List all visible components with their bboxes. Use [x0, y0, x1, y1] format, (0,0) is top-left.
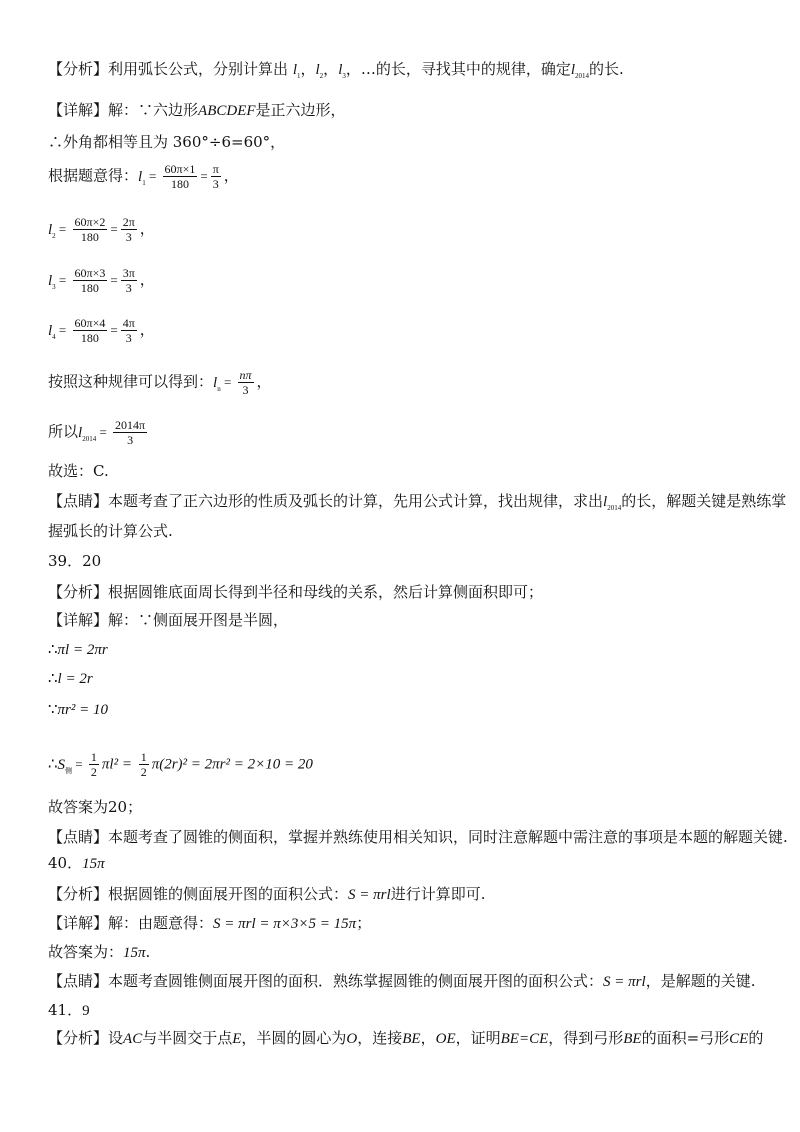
detail-tag: 【详解】 — [48, 914, 109, 932]
rule-equation: 按照这种规律可以得到：$l_n$ = $\frac{n\pi}{3}$ ， — [48, 368, 272, 397]
fraction: $\frac{2014\pi}{3}$ — [115, 418, 146, 447]
outer-angle-line: ∴外角都相等且为 360°÷6=60°， — [48, 133, 286, 151]
step-1: ∴πl = 2πr — [48, 640, 108, 658]
comment-tag: 【点睛】 — [48, 492, 109, 510]
fraction: $\frac{3\pi}{3}$ — [122, 266, 135, 295]
l4-equation: $l_4$ = $\frac{60\pi\times 4}{180}$ = $\frac{4\pi}{3}$ ， — [48, 316, 155, 345]
detail-39 — [48, 609, 760, 631]
l3-symbol: $l_3$ — [338, 62, 346, 80]
fraction: $\frac{n\pi}{3}$ — [239, 368, 252, 397]
polygon-name: ABCDEF — [198, 103, 256, 119]
formula: S = πrl — [348, 887, 391, 903]
analysis-tag: 【分析】 — [48, 583, 109, 601]
fraction: $\frac{60\pi\times 1}{180}$ — [164, 162, 196, 191]
comment-text: 本题考查了圆锥的侧面积，掌握并熟练使用相关知识，同时注意解题中需注意的事项是本题的解题关键. — [108, 828, 788, 846]
detail-text: 解：由题意得： — [108, 914, 214, 932]
question-number-41: 41．9 — [48, 1001, 90, 1019]
detail-tag: 【详解】 — [48, 611, 109, 629]
analysis-tag: 【分析】 — [48, 60, 109, 78]
detail-text-2: 是正六边形， — [255, 101, 346, 119]
analysis-text: 利用弧长公式，分别计算出 — [108, 60, 289, 78]
fraction: $\frac{4\pi}{3}$ — [122, 316, 135, 345]
step-3: ∵πr² = 10 — [48, 700, 109, 718]
question-number-40: 40．15π — [48, 854, 105, 872]
result-label: 所以 — [48, 422, 79, 441]
formula: S = πrl — [603, 974, 646, 990]
detail-text: 解：∵六边形 — [108, 101, 199, 119]
detail-text: 解：∵侧面展开图是半圆， — [108, 611, 289, 629]
l2-symbol: $l_2$ — [315, 62, 324, 80]
l2014-symbol: $l_{2014}$ — [570, 62, 590, 80]
analysis-41: 【分析】设AC与半圆交于点E，半圆的圆心为O，连接BE，OE，证明BE=CE，得到弓形BE的面积=弓形CE的 — [48, 1029, 764, 1047]
l1-symbol: $l_1$ — [292, 62, 301, 80]
detail-40: 【详解】解：由题意得：S = πrl = π×3×5 = 15π； — [48, 914, 372, 932]
result-equation: 所以$l_{2014}$ = $\frac{2014\pi}{3}$ — [48, 418, 146, 447]
analysis-39 — [48, 581, 760, 603]
fraction: $\frac{2\pi}{3}$ — [122, 215, 135, 244]
l2-equation: $l_2$ = $\frac{60\pi\times 2}{180}$ = $\frac{2\pi}{3}$ ， — [48, 215, 155, 244]
comment-tag: 【点睛】 — [48, 828, 109, 846]
analysis-text: 根据圆锥底面周长得到半径和母线的关系，然后计算侧面积即可； — [108, 583, 544, 601]
comment-40 — [48, 970, 760, 993]
formula: S = πrl = π×3×5 = 15π — [213, 916, 357, 932]
step-2: ∴l = 2r — [48, 669, 93, 687]
analysis-tag: 【分析】 — [48, 1029, 109, 1047]
step-4: $\therefore S_侧$ = $\frac{1}{2}$ πl² = $\frac{1}{2}$ π(2r)² = 2πr² = 2×10 = 20 — [48, 750, 313, 779]
fraction: $\frac{60\pi\times 4}{180}$ — [74, 316, 106, 345]
fraction: $\frac{60\pi\times 2}{180}$ — [74, 215, 106, 244]
analysis-40 — [48, 883, 760, 906]
analysis-tag: 【分析】 — [48, 885, 109, 903]
analysis-text-3: 的长. — [589, 60, 624, 78]
comment-text-2: 的长，解题关键是熟练掌 — [621, 492, 787, 510]
answer-40: 故答案为：15π. — [48, 943, 151, 961]
analysis-text-2: ，…的长，寻找其中的规律，确定 — [345, 60, 571, 78]
analysis-text-2: 进行计算即可. — [390, 885, 486, 903]
rule-label: 按照这种规律可以得到： — [48, 372, 214, 391]
detail-38 — [48, 99, 760, 122]
comment-39 — [48, 826, 788, 848]
answer-39: 故答案为20； — [48, 798, 143, 816]
comment-text: 本题考查圆锥侧面展开图的面积．熟练掌握圆锥的侧面展开图的面积公式： — [108, 972, 604, 990]
equation-label: 根据题意得： — [48, 166, 139, 185]
detail-tag: 【详解】 — [48, 101, 109, 119]
comment-text-2: ，是解题的关键. — [645, 972, 756, 990]
fraction: $\frac{\pi}{3}$ — [212, 162, 219, 191]
comment-38-cont: 握弧长的计算公式. — [48, 522, 173, 540]
analysis-text: 根据圆锥的侧面展开图的面积公式： — [108, 885, 349, 903]
comment-38: 【点睛】本题考查了正六边形的性质及弧长的计算，先用公式计算，找出规律，求出$l_{2014}$的长，解题关键是熟练掌 — [48, 492, 787, 512]
question-number-39: 39．20 — [48, 552, 102, 570]
fraction: $\frac{60\pi\times 3}{180}$ — [74, 266, 106, 295]
l1-equation: 根据题意得：$l_1$ = $\frac{60\pi\times 1}{180}$ = $\frac{\pi}{3}$ ， — [48, 162, 239, 191]
answer-38: 故选：C. — [48, 462, 109, 480]
comment-text: 本题考查了正六边形的性质及弧长的计算，先用公式计算，找出规律，求出 — [108, 492, 604, 510]
analysis-38: 【分析】利用弧长公式，分别计算出 $l_1$，$l_2$，$l_3$，…的长，寻找其中的规律，确定$l_{2014}$的长. — [48, 58, 760, 87]
comment-tag: 【点睛】 — [48, 972, 109, 990]
l3-equation: $l_3$ = $\frac{60\pi\times 3}{180}$ = $\frac{3\pi}{3}$ ， — [48, 266, 155, 295]
